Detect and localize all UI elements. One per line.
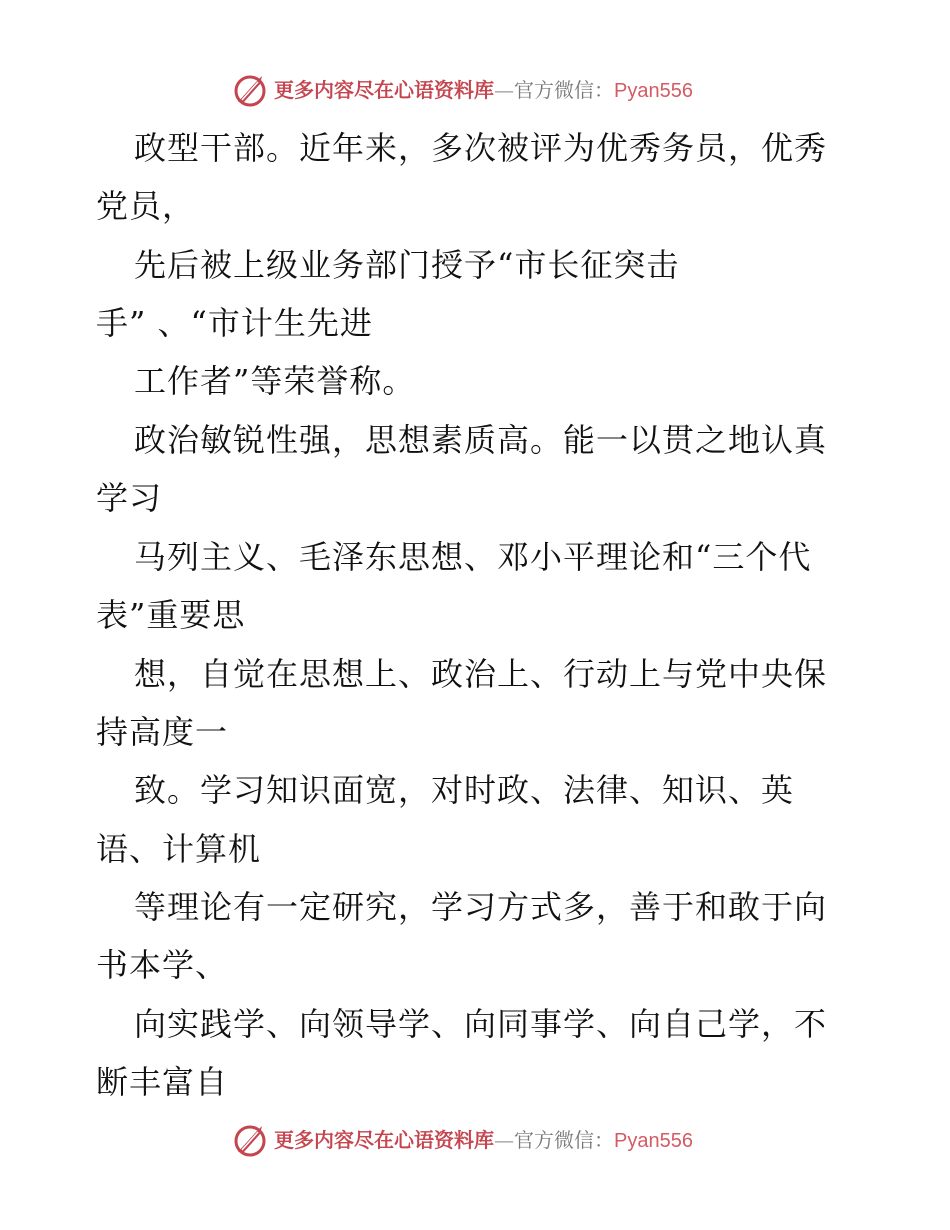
- quill-pen-seal-icon: [232, 1122, 268, 1158]
- paragraph-line: 工作者”等荣誉称。: [134, 362, 416, 400]
- paragraph-line: 书本学、: [96, 946, 229, 984]
- watermark-main-text: 更多内容尽在心语资料库: [274, 1128, 494, 1152]
- paragraph-line: 党员，: [96, 187, 196, 225]
- watermark-separator: —: [494, 78, 514, 102]
- watermark-wechat-label: 官方微信：: [514, 1128, 614, 1152]
- paragraph-line: 等理论有一定研究，学习方式多，善于和敢于向: [134, 888, 828, 926]
- watermark-text: [274, 1126, 693, 1155]
- paragraph-line: 想，自觉在思想上、政治上、行动上与党中央保: [134, 655, 828, 693]
- paragraph-line: 马列主义、毛泽东思想、邓小平理论和“三个代: [134, 538, 812, 576]
- paragraph-line: 语、计算机: [96, 830, 262, 868]
- watermark-wechat-id: Pyan556: [614, 1130, 693, 1152]
- paragraph-line: 向实践学、向领导学、向同事学、向自己学，不: [134, 1005, 828, 1043]
- header-watermark-banner: [0, 70, 950, 110]
- footer-watermark-banner: [0, 1120, 950, 1160]
- paragraph-line: 断丰富自: [96, 1063, 229, 1101]
- paragraph-line: 手” 、“市计生先进: [96, 304, 373, 342]
- paragraph-line: 学习: [96, 479, 163, 517]
- watermark-text: [274, 76, 693, 105]
- watermark-separator: —: [494, 1128, 514, 1152]
- watermark-wechat-label: 官方微信：: [514, 78, 614, 102]
- paragraph-line: 持高度一: [96, 713, 229, 751]
- paragraph-line: 先后被上级业务部门授予“市长征突击: [134, 246, 680, 284]
- paragraph-line: 致。学习知识面宽，对时政、法律、知识、英: [134, 771, 795, 809]
- paragraph-line: 政治敏锐性强，思想素质高。能一以贯之地认真: [134, 421, 828, 459]
- paragraph-line: 政型干部。近年来，多次被评为优秀务员，优秀: [134, 129, 828, 167]
- watermark-wechat-id: Pyan556: [614, 80, 693, 102]
- paragraph-line: 表”重要思: [96, 596, 246, 634]
- watermark-main-text: 更多内容尽在心语资料库: [274, 78, 494, 102]
- quill-pen-seal-icon: [232, 72, 268, 108]
